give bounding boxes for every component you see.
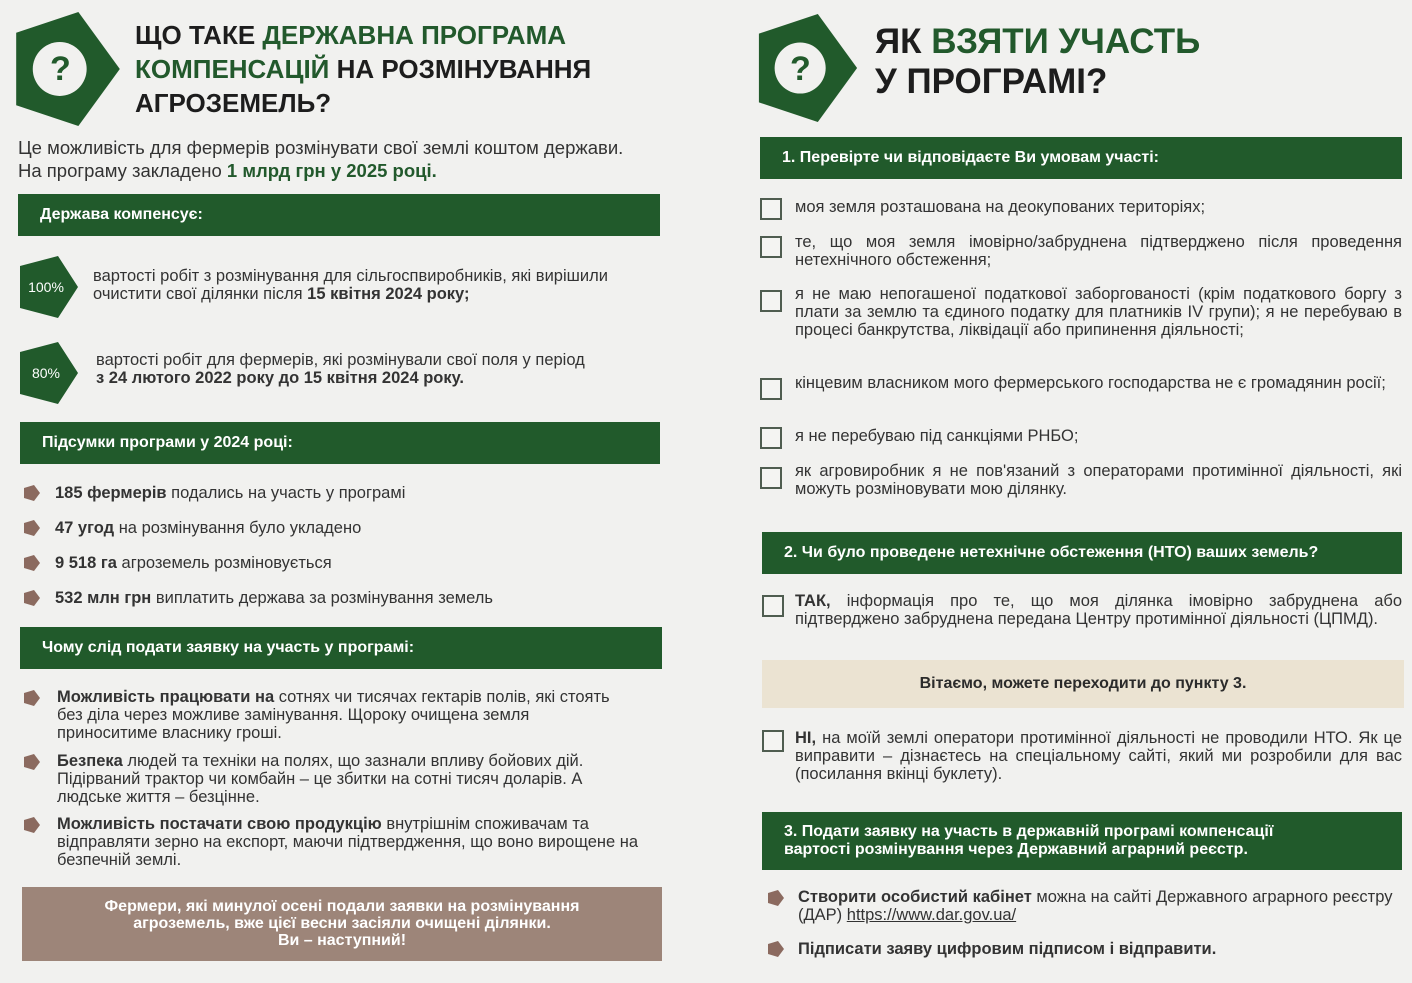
- action-item: Підписати заяву цифровим підписом і відправити.: [798, 940, 1217, 958]
- bullet-icon: [24, 485, 40, 501]
- bullet-icon: [768, 941, 784, 957]
- bullet-icon: [24, 754, 40, 770]
- bullet-icon: [24, 520, 40, 536]
- condition-text: моя земля розташована на деокупованих територіях;: [795, 198, 1206, 216]
- no-checkbox[interactable]: [762, 730, 784, 752]
- percent-badge: 80%: [20, 342, 78, 404]
- yes-text: ТАК, інформація про те, що моя ділянка імовірно забруднена або підтверджено забруднена передана Центру протимінної діяльності (ЦПМД).: [795, 592, 1402, 628]
- question-icon: ?: [756, 14, 860, 122]
- step2-header: 2. Чи було проведене нетехнічне обстеження (НТО) ваших земель?: [762, 532, 1402, 574]
- condition-checkbox[interactable]: [760, 290, 782, 312]
- condition-checkbox[interactable]: [760, 378, 782, 400]
- compensates-header: Держава компенсує:: [18, 194, 660, 236]
- percent-badge: 100%: [20, 256, 78, 318]
- condition-checkbox[interactable]: [760, 427, 782, 449]
- list-item: 47 угод на розмінування було укладено: [55, 519, 362, 537]
- yes-checkbox[interactable]: [762, 595, 784, 617]
- list-item: 9 518 га агроземель розміновується: [55, 554, 332, 572]
- list-item: 185 фермерів подались на участь у програмі: [55, 484, 406, 502]
- why-header: Чому слід подати заявку на участь у програмі:: [20, 627, 662, 669]
- compensation-80: вартості робіт для фермерів, які розмінували свої поля у період з 24 лютого 2022 року до 15 квітня 2024 року.: [96, 351, 585, 387]
- dar-link[interactable]: https://www.dar.gov.ua/: [846, 906, 1017, 924]
- bullet-icon: [24, 555, 40, 571]
- reason-item: Безпека людей та техніки на полях, що зазнали впливу бойових дій. Підірваний трактор чи комбайн – це збитки на сотні тисяч доларів. А людське життя – безцінне.: [57, 752, 584, 806]
- condition-text: як агровиробник я не пов'язаний з операторами протимінної діяльності, які можуть розміновувати мою ділянку.: [795, 462, 1402, 498]
- bullet-icon: [24, 690, 40, 706]
- action-item: Створити особистий кабінет можна на сайті Державного аграрного реєстру (ДАР) https://www.dar.gov.ua/: [798, 888, 1393, 924]
- bullet-icon: [768, 890, 784, 906]
- bullet-icon: [24, 817, 40, 833]
- reason-item: Можливість постачати свою продукцію внутрішнім споживачам та відправляти зерно на експорт, маючи підтвердження, що воно вирощене на безпечній землі.: [57, 815, 639, 869]
- compensation-100: вартості робіт з розмінування для сільгоспвиробників, які вирішили очистити свої ділянки після 15 квітня 2024 року;: [93, 267, 608, 303]
- congrats-banner: Вітаємо, можете переходити до пункту 3.: [762, 660, 1404, 708]
- condition-checkbox[interactable]: [760, 198, 782, 220]
- condition-checkbox[interactable]: [760, 236, 782, 258]
- right-title: ЯК ВЗЯТИ УЧАСТЬ У ПРОГРАМІ?: [875, 22, 1201, 101]
- condition-text: те, що моя земля імовірно/забруднена підтверджено після проведення нетехнічного обстеження;: [795, 233, 1402, 269]
- condition-text: кінцевим власником мого фермерського господарства не є громадянин росії;: [795, 374, 1386, 392]
- results-header: Підсумки програми у 2024 році:: [20, 422, 660, 464]
- no-text: НІ, на моїй землі оператори протимінної діяльності не проводили НТО. Як це виправити – дізнаєтесь на спеціальному сайті, який ми розробили для вас (посилання вкінці буклету).: [795, 729, 1402, 783]
- list-item: 532 млн грн виплатить держава за розмінування земель: [55, 589, 493, 607]
- question-icon: ?: [16, 12, 120, 126]
- footer-banner: Фермери, які минулої осені подали заявки на розмінування агроземель, вже цієї весни засіяли очищені ділянки. Ви – наступний!: [22, 887, 662, 961]
- condition-checkbox[interactable]: [760, 467, 782, 489]
- step1-header: 1. Перевірте чи відповідаєте Ви умовам участі:: [760, 137, 1402, 179]
- condition-text: я не маю непогашеної податкової заборгованості (крім податкового боргу з плати за землю та єдиного податку для платників IV групи); я не перебуваю в процесі банкрутства, ліквідації або припинення діяльності;: [795, 285, 1402, 339]
- condition-text: я не перебуваю під санкціями РНБО;: [795, 427, 1079, 445]
- reason-item: Можливість працювати на сотнях чи тисячах гектарів полів, які стоять без діла через можливе замінування. Щороку очищена земля приноситиме власнику гроші.: [57, 688, 610, 742]
- left-title: ЩО ТАКЕ ДЕРЖАВНА ПРОГРАМА КОМПЕНСАЦІЙ НА РОЗМІНУВАННЯ АГРОЗЕМЕЛЬ?: [135, 20, 592, 118]
- bullet-icon: [24, 590, 40, 606]
- step3-header: 3. Подати заявку на участь в державній програмі компенсації вартості розмінування через Державний аграрний реєстр.: [762, 812, 1402, 870]
- intro-text: Це можливість для фермерів розмінувати свої землі коштом держави. На програму закладено 1 млрд грн у 2025 році.: [18, 137, 624, 181]
